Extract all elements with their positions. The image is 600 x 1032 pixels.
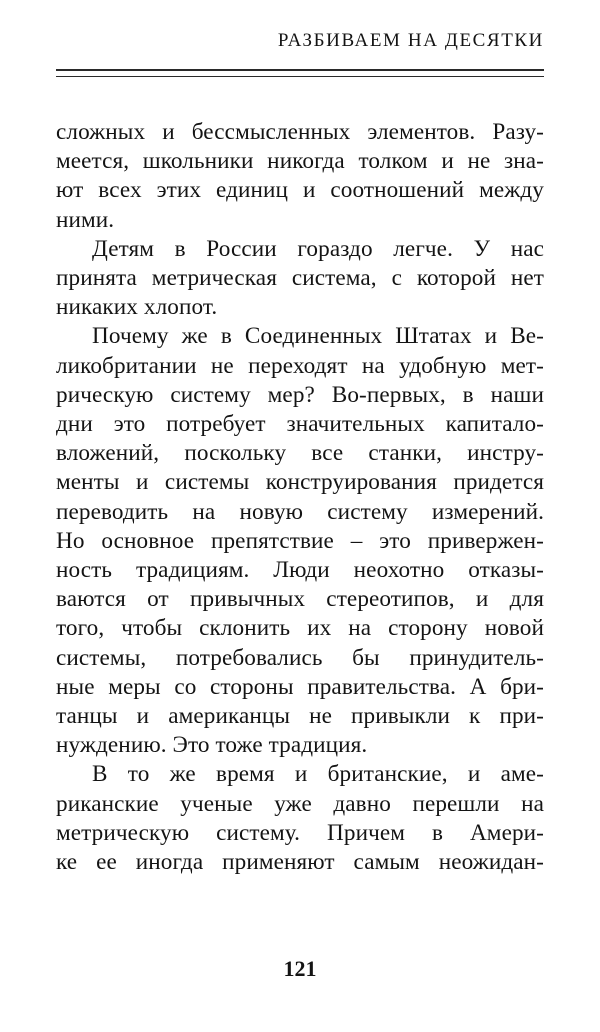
running-head: РАЗБИВАЕМ НА ДЕСЯТКИ [277, 30, 544, 51]
text-line: сложных и бессмысленных элементов. Разу- [56, 119, 544, 145]
body-text [56, 118, 544, 877]
text-line: вложений, поскольку все станки, инстру- [56, 440, 544, 467]
text-line: Детям в России гораздо легче. У нас [92, 235, 544, 262]
text-line: менты и системы конструирования придется [56, 469, 544, 496]
text-line: ность традициям. Люди неохотно отказы- [56, 557, 544, 584]
text-line: меется, школьники никогда толком и не зна- [56, 148, 544, 175]
text-line: ные меры со стороны правительства. А бри- [56, 673, 544, 700]
text-line: метрическую систему. Причем в Амери- [56, 819, 544, 846]
text-line: ке ее иногда применяют самым неожидан- [56, 849, 544, 876]
text-line: Почему же в Соединенных Штатах и Ве- [92, 323, 544, 350]
text-line: рическую систему мер? Во-первых, в наши [56, 381, 544, 408]
text-line: того, чтобы склонить их на сторону новой [56, 615, 544, 642]
text-line: системы, потребовались бы принудитель- [56, 644, 544, 671]
text-line: дни это потребует значительных капитало- [56, 411, 544, 438]
header-double-rule [56, 69, 544, 77]
text-line: ними. [56, 206, 115, 233]
text-line: ют всех этих единиц и соотношений между [56, 177, 544, 204]
text-line: никаких хлопот. [56, 294, 218, 321]
text-line: ликобритании не переходят на удобную мет- [56, 352, 544, 379]
text-line: ваются от привычных стереотипов, и для [56, 586, 544, 613]
text-line: риканские ученые уже давно перешли на [56, 790, 544, 817]
text-line: принята метрическая система, с которой нет [56, 265, 544, 292]
page-number: 121 [283, 956, 317, 981]
text-line: переводить на новую систему измерений. [56, 498, 544, 525]
text-line: нуждению. Это тоже традиция. [56, 732, 368, 759]
text-line: Но основное препятствие – это привержен- [56, 527, 544, 554]
text-line: танцы и американцы не привыкли к при- [56, 703, 544, 730]
text-line: В то же время и британские, и аме- [92, 761, 544, 788]
